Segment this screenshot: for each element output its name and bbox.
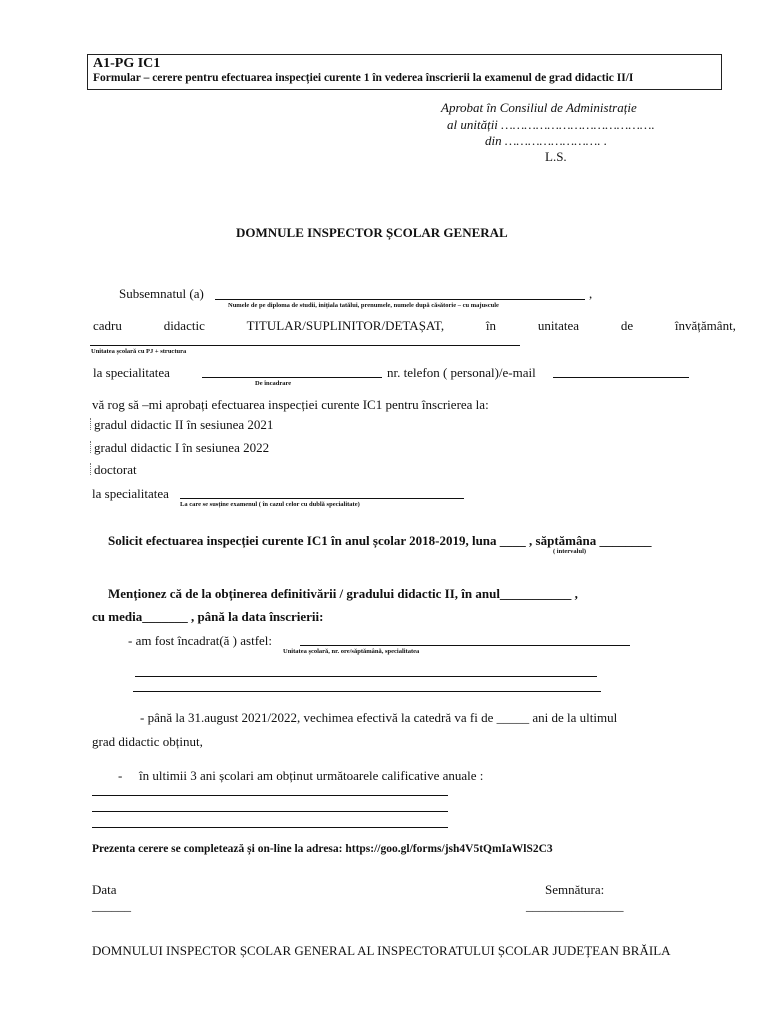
approval-line-3: din ……………………. . bbox=[485, 133, 608, 148]
option-label: gradul didactic II în sesiunea 2021 bbox=[94, 417, 274, 432]
cadru-didactic-line bbox=[93, 318, 736, 334]
cadru-word: didactic bbox=[163, 318, 205, 333]
calificativ-field-line-2[interactable] bbox=[92, 811, 448, 812]
option-label: doctorat bbox=[94, 462, 137, 477]
subsemnatul-comma: , bbox=[589, 286, 593, 301]
specialitate2-field-hint: La care se susține examenul ( în cazul celor cu dublă specialitate) bbox=[180, 501, 360, 508]
interval-hint: ( intervalul) bbox=[553, 548, 587, 555]
option-doctorat[interactable] bbox=[90, 462, 137, 478]
form-title: Formular – cerere pentru efectuarea inspecției curente 1 în vederea înscrierii la examenul de grad didactic II/I bbox=[93, 72, 634, 84]
unitate-field-hint: Unitatea școlară cu PJ + structura bbox=[91, 348, 187, 355]
solicit-sentence: Solicit efectuarea inspecției curente IC1 în anul școlar 2018-2019, luna ____ , săptămâna ________ bbox=[108, 533, 652, 548]
cadru-word: învățământ, bbox=[674, 318, 736, 333]
incadrat-field-line-1[interactable] bbox=[300, 645, 630, 646]
incadrat-field-line-2[interactable] bbox=[135, 676, 597, 677]
name-field-line[interactable] bbox=[215, 299, 585, 300]
form-code: A1-PG IC1 bbox=[93, 56, 161, 71]
calificative-dash: - bbox=[118, 768, 123, 783]
vechime-line-1: - până la 31.august 2021/2022, vechimea efectivă la catedră va fi de _____ ani de la ultimul bbox=[140, 710, 618, 725]
option-grad-ii[interactable] bbox=[90, 417, 273, 433]
telefon-label: nr. telefon ( personal)/e-mail bbox=[387, 365, 536, 380]
specialitate-field-hint: De încadrare bbox=[255, 380, 292, 387]
semnatura-label: Semnătura: bbox=[545, 882, 605, 897]
unitate-field-line[interactable] bbox=[90, 345, 520, 346]
mentionez-line-2: cu media_______ , până la data înscrierii: bbox=[92, 609, 324, 624]
data-label: Data bbox=[92, 882, 117, 897]
recipient-line: DOMNULUI INSPECTOR ȘCOLAR GENERAL AL INSPECTORATULUI ȘCOLAR JUDEȚEAN BRĂILA bbox=[92, 943, 671, 958]
approval-line-2: al unității …………………………………. bbox=[447, 117, 655, 132]
cadru-word: de bbox=[620, 318, 634, 333]
cadru-word: cadru bbox=[93, 318, 122, 333]
name-field-hint: Numele de pe diploma de studii, inițiala tatălui, prenumele, numele după căsătorie – cu majuscule bbox=[228, 302, 499, 309]
data-field-line[interactable]: ______ bbox=[92, 898, 131, 913]
subsemnatul-label: Subsemnatul (a) bbox=[119, 286, 204, 301]
checkbox-mark[interactable] bbox=[90, 418, 92, 430]
approval-ls: L.S. bbox=[545, 149, 567, 164]
calificative-sentence: în ultimii 3 ani școlari am obținut următoarele calificative anuale : bbox=[139, 768, 484, 783]
vechime-line-2: grad didactic obținut, bbox=[92, 734, 203, 749]
cadru-word: unitatea bbox=[537, 318, 580, 333]
addressee-heading: DOMNULE INSPECTOR ȘCOLAR GENERAL bbox=[236, 225, 508, 240]
option-grad-i[interactable] bbox=[90, 440, 269, 456]
specialitate-field-line[interactable] bbox=[202, 377, 382, 378]
telefon-field-line[interactable] bbox=[553, 377, 689, 378]
form-header-box bbox=[87, 54, 722, 90]
approval-line-1: Aprobat în Consiliul de Administrație bbox=[441, 100, 637, 115]
calificativ-field-line-3[interactable] bbox=[92, 827, 448, 828]
checkbox-mark[interactable] bbox=[90, 463, 92, 475]
specialitate-label: la specialitatea bbox=[93, 365, 170, 380]
option-label: gradul didactic I în sesiunea 2022 bbox=[94, 440, 270, 455]
request-sentence: vă rog să –mi aprobați efectuarea inspecției curente IC1 pentru înscrierea la: bbox=[92, 397, 489, 412]
cadru-word: în bbox=[485, 318, 497, 333]
cadru-word: TITULAR/SUPLINITOR/DETAȘAT, bbox=[246, 318, 445, 333]
incadrat-field-hint: Unitatea școlară, nr. ore/săptămână, specialitatea bbox=[283, 648, 420, 655]
incadrat-label: - am fost încadrat(ă ) astfel: bbox=[128, 633, 273, 648]
semnatura-field-line[interactable]: _______________ bbox=[526, 898, 624, 913]
calificativ-field-line-1[interactable] bbox=[92, 795, 448, 796]
specialitate2-label: la specialitatea bbox=[92, 486, 169, 501]
online-note: Prezenta cerere se completează și on-line la adresa: https://goo.gl/forms/jsh4V5tQmIaWlS2C3 bbox=[92, 843, 553, 855]
incadrat-field-line-3[interactable] bbox=[133, 691, 601, 692]
mentionez-line-1: Menționez că de la obținerea definitivării / gradului didactic II, în anul___________ , bbox=[108, 586, 578, 601]
specialitate2-field-line[interactable] bbox=[180, 498, 464, 499]
checkbox-mark[interactable] bbox=[90, 441, 92, 453]
